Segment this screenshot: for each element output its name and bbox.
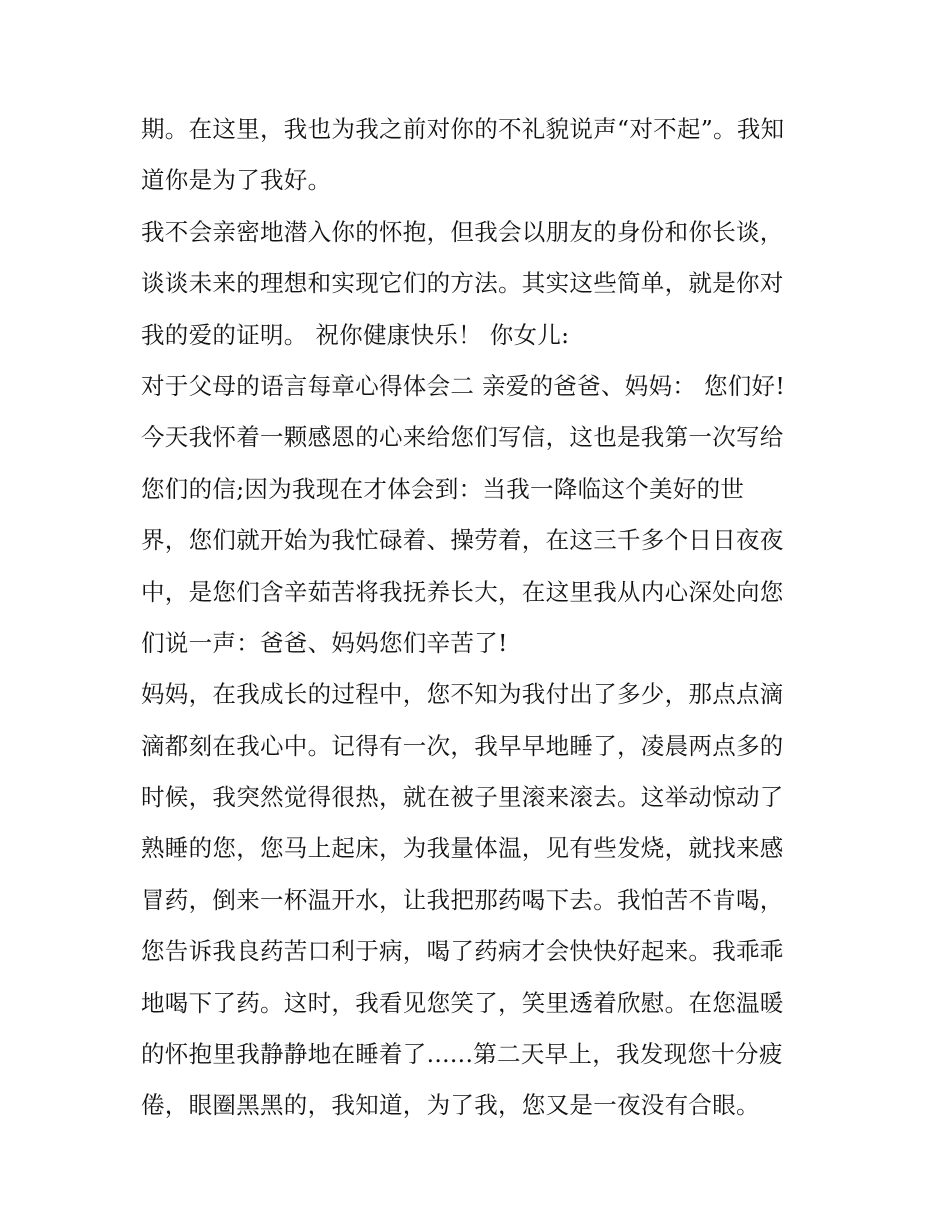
text-line: 滴都刻在我心中。记得有一次，我早早地睡了，凌晨两点多的	[141, 731, 784, 760]
text-line: 谈谈未来的理想和实现它们的方法。其实这些简单，就是你对	[141, 269, 784, 298]
text-line: 您告诉我良药苦口利于病，喝了药病才会快快好起来。我乖乖	[141, 937, 784, 966]
text-line: 冒药，倒来一杯温开水，让我把那药喝下去。我怕苦不肯喝，	[141, 885, 784, 914]
text-line: 界，您们就开始为我忙碌着、操劳着，在这三千多个日日夜夜	[141, 526, 784, 555]
text-line: 中，是您们含辛茹苦将我抚养长大，在这里我从内心深处向您	[141, 577, 784, 606]
text-line: 今天我怀着一颗感恩的心来给您们写信，这也是我第一次写给	[141, 423, 784, 452]
text-line: 我的爱的证明。 祝你健康快乐！ 你女儿:	[141, 320, 570, 349]
text-line: 时候，我突然觉得很热，就在被子里滚来滚去。这举动惊动了	[141, 783, 784, 812]
text-line: 道你是为了我好。	[141, 166, 332, 195]
text-line: 倦，眼圈黑黑的，我知道，为了我，您又是一夜没有合眼。	[141, 1091, 760, 1120]
body-text	[141, 107, 821, 1135]
text-line: 地喝下了药。这时，我看见您笑了，笑里透着欣慰。在您温暖	[141, 988, 784, 1017]
text-line: 对于父母的语言每章心得体会二 亲爱的爸爸、妈妈： 您们好!	[141, 371, 786, 400]
text-line: 熟睡的您，您马上起床，为我量体温，见有些发烧，就找来感	[141, 834, 784, 863]
text-line: 们说一声：爸爸、妈妈您们辛苦了!	[141, 628, 508, 657]
text-line: 我不会亲密地潜入你的怀抱，但我会以朋友的身份和你长谈，	[141, 217, 784, 246]
text-line: 的怀抱里我静静地在睡着了......第二天早上，我发现您十分疲	[141, 1040, 783, 1069]
text-line: 妈妈，在我成长的过程中，您不知为我付出了多少，那点点滴	[141, 680, 784, 709]
text-line: 您们的信;因为我现在才体会到：当我一降临这个美好的世	[141, 474, 745, 503]
text-line: 期。在这里，我也为我之前对你的不礼貌说声“对不起”。我知	[141, 115, 785, 143]
